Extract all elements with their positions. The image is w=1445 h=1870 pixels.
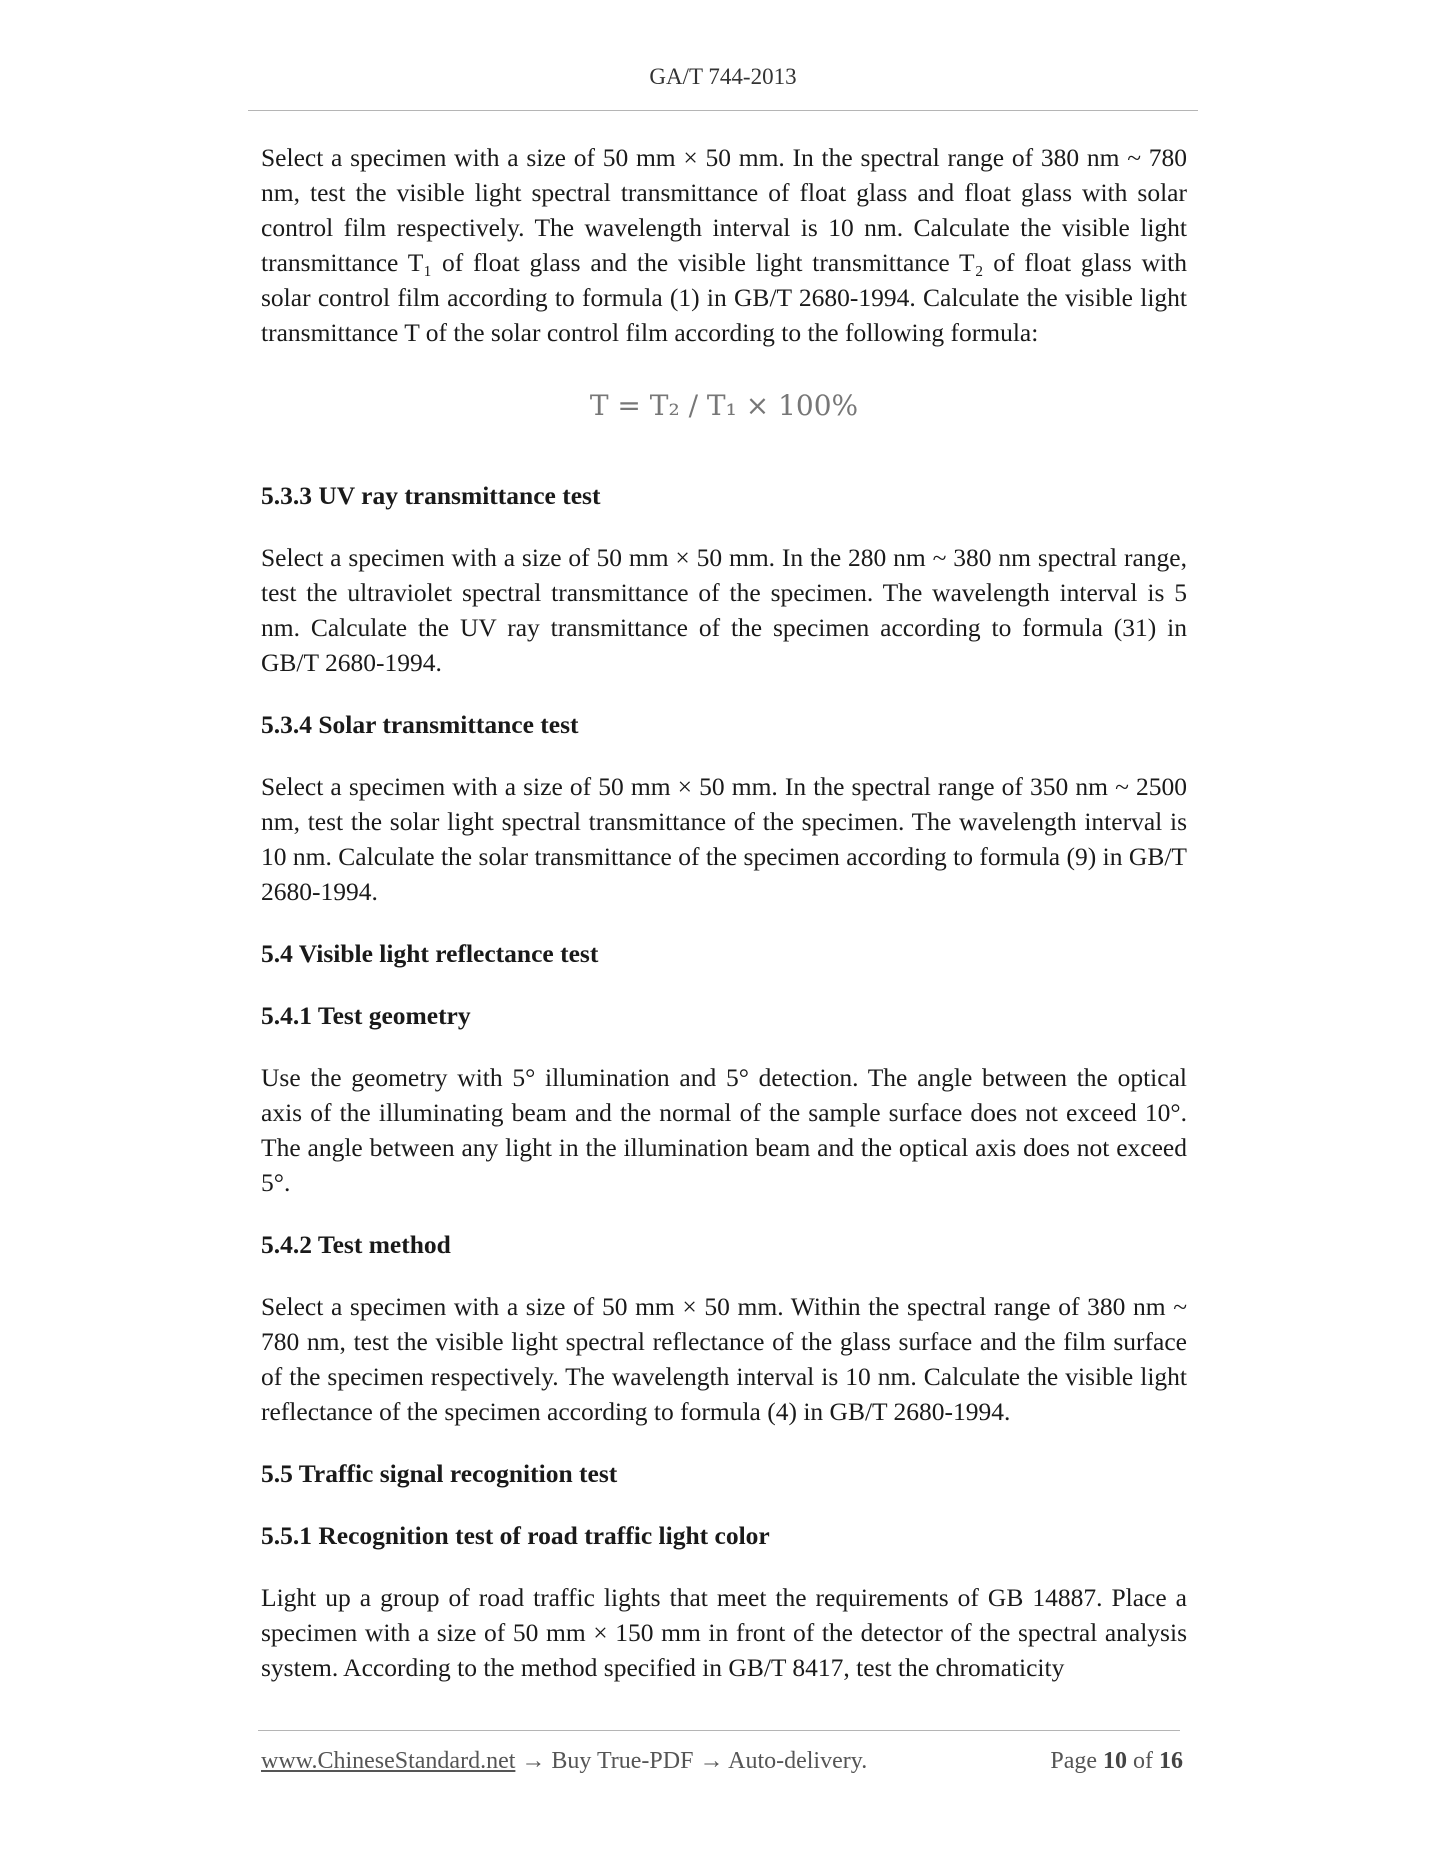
page-total: 16 [1159, 1748, 1183, 1774]
paragraph-traffic-light: Light up a group of road traffic lights that meet the requirements of GB 14887. Place a specimen with a size of 50 mm × 150 mm in front of the detector of the spectral analysis system. According to the method specified in GB/T 8417, test the chromaticity [261, 1583, 1187, 1682]
site-link[interactable]: www.ChineseStandard.net [261, 1748, 516, 1774]
formula-text: T = T₂ / T₁ × 100% [589, 389, 859, 422]
page-word: Page [1050, 1748, 1097, 1774]
promo-text: → Buy True-PDF → Auto-delivery. [521, 1748, 868, 1774]
paragraph-uv-test: Select a specimen with a size of 50 mm × 50 mm. In the 280 nm ~ 380 nm spectral range, test the ultraviolet spectral transmittance of the specimen. The wavelength interval is 5 nm. Calculate the UV ray transmittance of the specimen according to formula (31) in GB/T 2680-1994. [261, 543, 1187, 677]
heading-5-4-2: 5.4.2 Test method [261, 1230, 451, 1259]
heading-5-4-1: 5.4.1 Test geometry [261, 1001, 471, 1030]
page-current: 10 [1103, 1748, 1127, 1774]
of-word: of [1133, 1748, 1153, 1774]
page-body [261, 140, 1187, 1712]
page-footer [261, 1748, 1183, 1775]
heading-5-5: 5.5 Traffic signal recognition test [261, 1459, 618, 1488]
paragraph-visible-light-method: Select a specimen with a size of 50 mm × 50 mm. In the spectral range of 380 nm ~ 780 nm, test the visible light spectral transmittance of float glass and float glass with solar control film respectively. The wavelength interval is 10 nm. Calculate the visible light transmittance T₁ of float glass and the visible light transmittance T₂ of float glass with solar control film according to formula (1) in GB/T 2680-1994. Calculate the visible light transmittance T of the solar control film according to the following formula: [261, 143, 1187, 347]
paragraph-solar-test: Select a specimen with a size of 50 mm × 50 mm. In the spectral range of 350 nm ~ 2500 nm, test the solar light spectral transmittance of the specimen. The wavelength interval is 10 nm. Calculate the solar transmittance of the specimen according to formula (9) in GB/T 2680-1994. [261, 772, 1187, 906]
heading-5-3-4: 5.3.4 Solar transmittance test [261, 710, 579, 739]
heading-5-4: 5.4 Visible light reflectance test [261, 939, 599, 968]
header-divider [248, 110, 1198, 111]
footer-divider [258, 1730, 1180, 1731]
document-id: GA/T 744-2013 [649, 64, 797, 89]
footer-promo [261, 1748, 867, 1775]
paragraph-test-geometry: Use the geometry with 5° illumination and 5° detection. The angle between the optical axis of the illuminating beam and the normal of the sample surface does not exceed 10°. The angle between any light in the illumination beam and the optical axis does not exceed 5°. [261, 1063, 1187, 1197]
running-header [248, 64, 1198, 90]
heading-5-3-3: 5.3.3 UV ray transmittance test [261, 481, 601, 510]
heading-5-5-1: 5.5.1 Recognition test of road traffic light color [261, 1521, 770, 1550]
page-indicator [1050, 1748, 1183, 1775]
paragraph-reflectance-method: Select a specimen with a size of 50 mm × 50 mm. Within the spectral range of 380 nm ~ 780 nm, test the visible light spectral reflectance of the glass surface and the film surface of the specimen respectively. The wavelength interval is 10 nm. Calculate the visible light reflectance of the specimen according to formula (4) in GB/T 2680-1994. [261, 1292, 1187, 1426]
transmittance-formula [261, 386, 1187, 426]
